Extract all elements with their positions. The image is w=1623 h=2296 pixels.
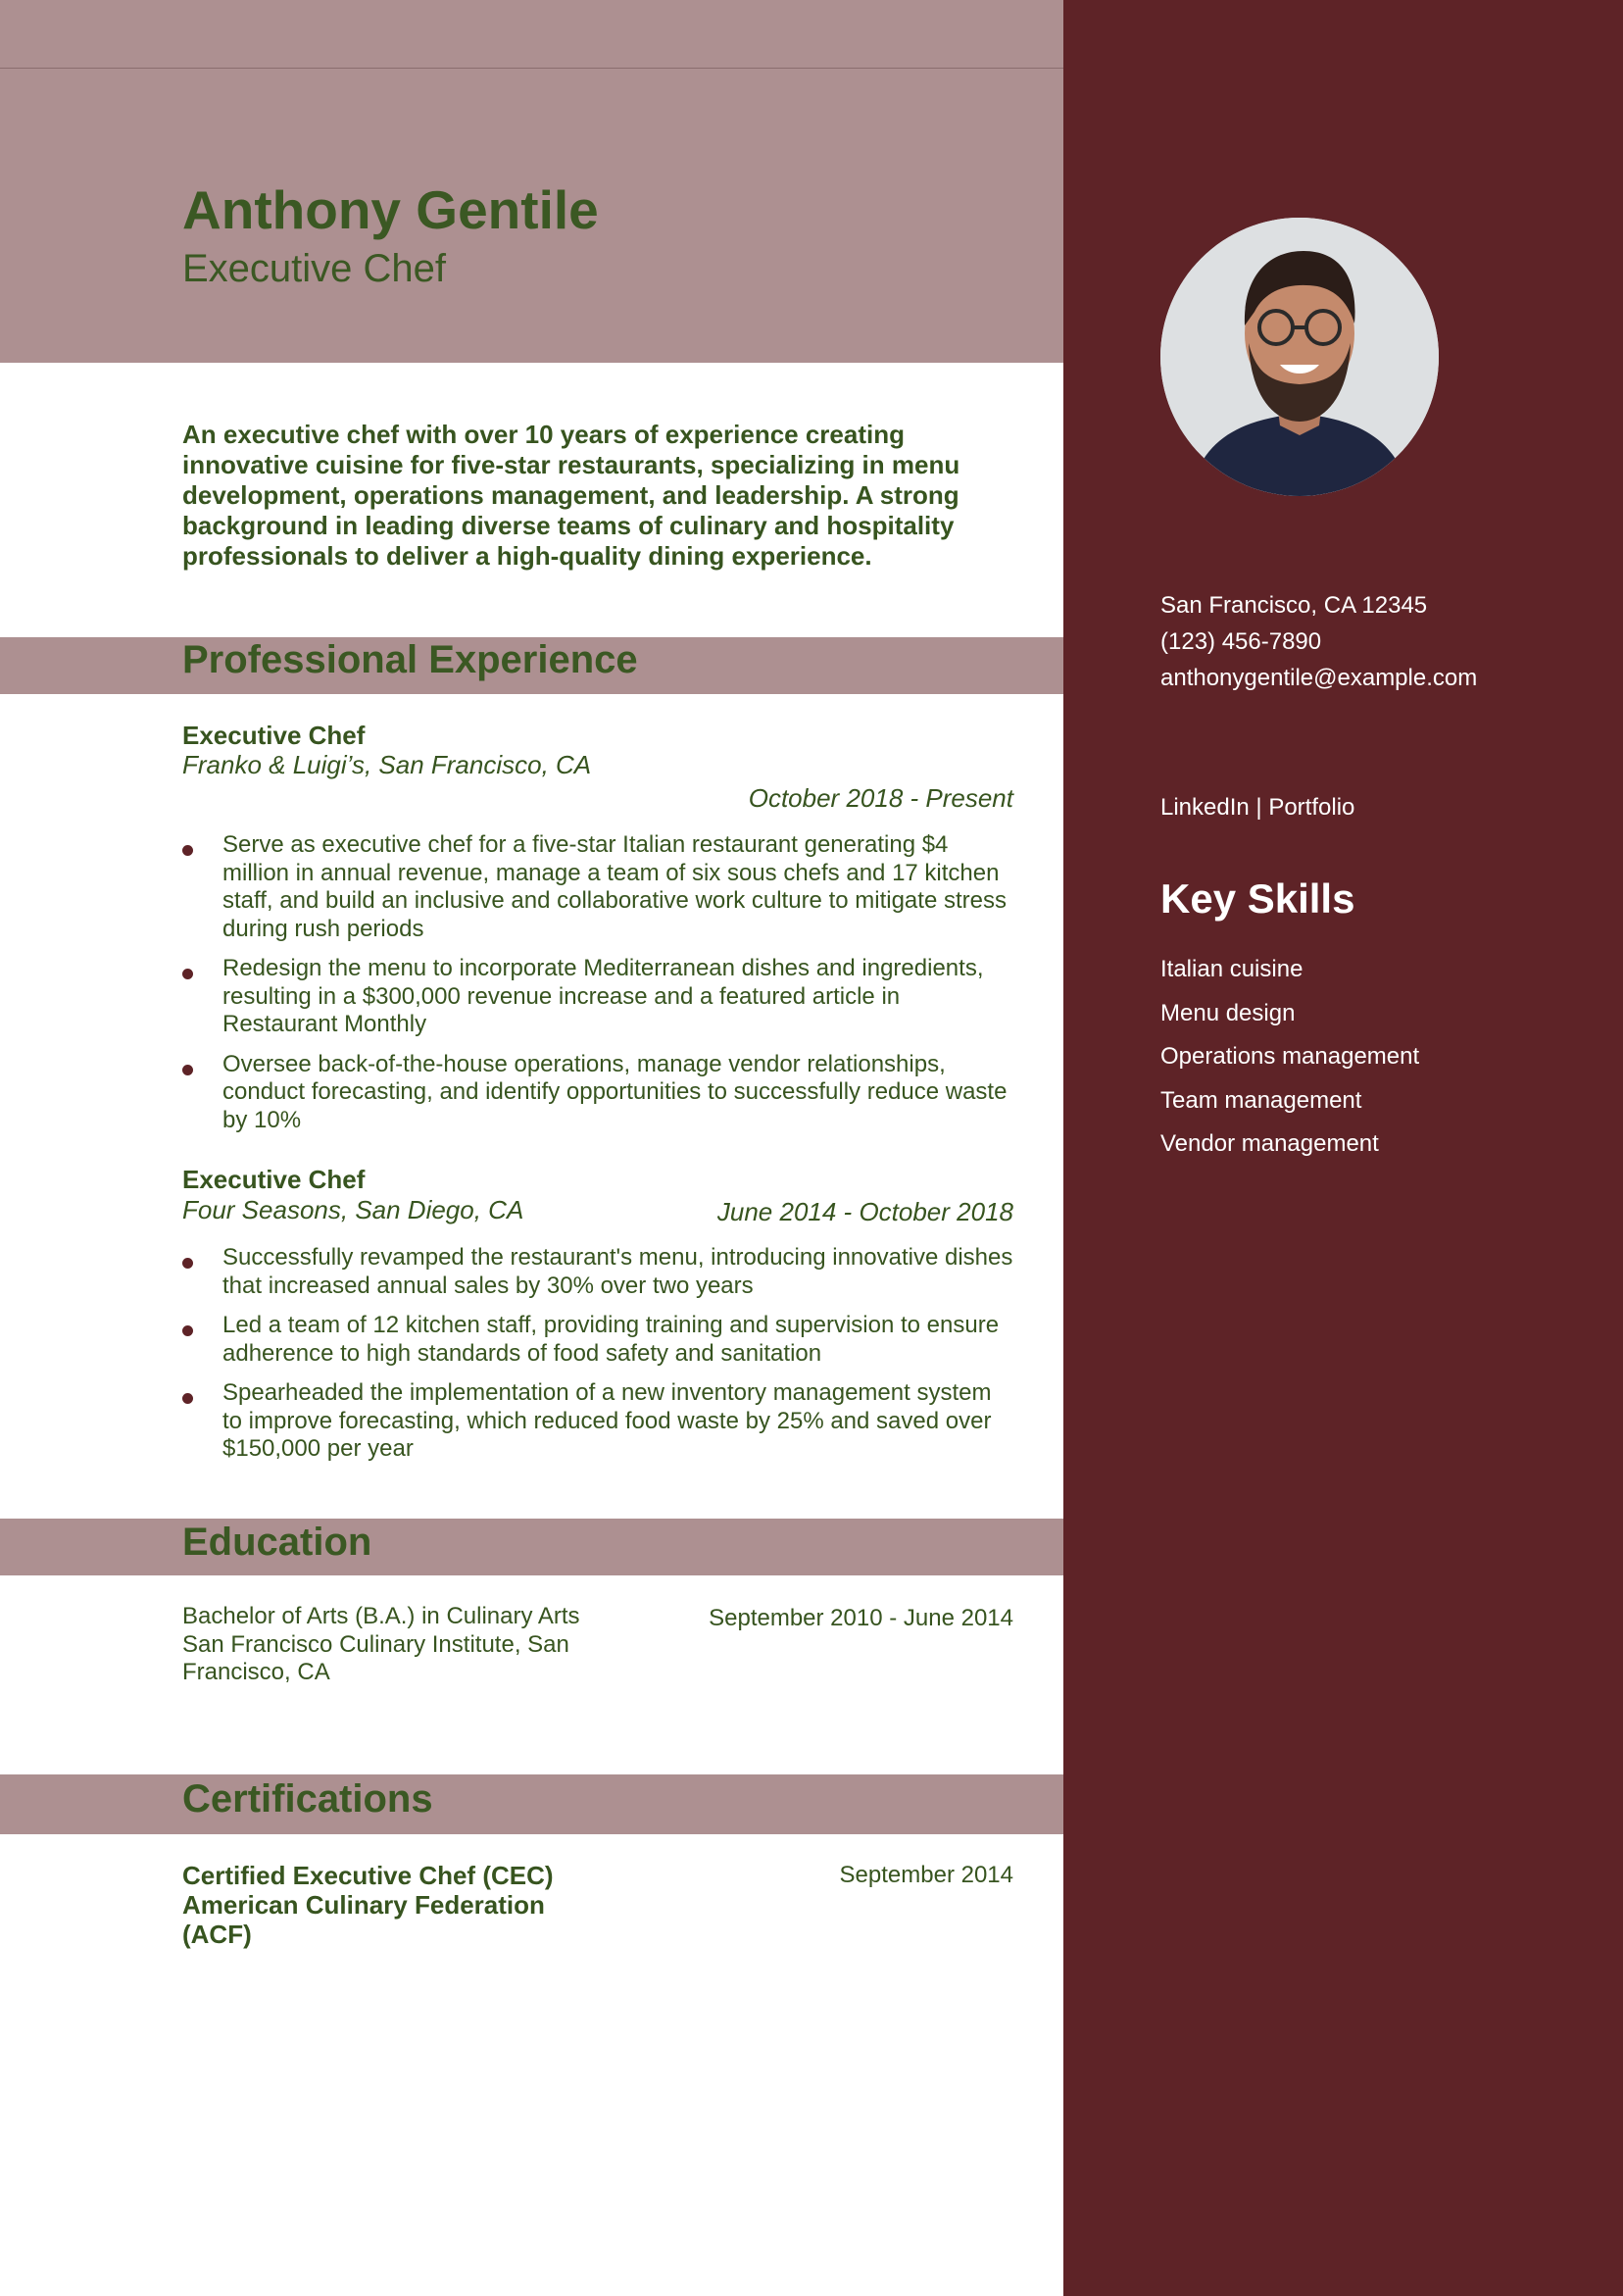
candidate-title: Executive Chef — [182, 247, 447, 290]
bullet-dot-icon — [182, 1258, 193, 1269]
job-bullet-text: Redesign the menu to incorporate Mediterranean dishes and ingredients, resulting in a $300,000 revenue increase and a featured article in Restaurant Monthly — [222, 955, 984, 1037]
experience-heading: Professional Experience — [182, 638, 638, 681]
education-entry — [182, 1603, 614, 1687]
linkedin-link[interactable]: LinkedIn — [1160, 794, 1250, 821]
bullet-dot-icon — [182, 969, 193, 979]
education-heading-band — [0, 1519, 1063, 1575]
job-company: Franko & Luigi’s, San Francisco, CA — [182, 750, 592, 779]
certifications-heading-band — [0, 1774, 1063, 1834]
job-bullet — [182, 1379, 1015, 1464]
portfolio-link[interactable]: Portfolio — [1268, 794, 1355, 821]
job-bullet-text: Successfully revamped the restaurant's menu, introducing innovative dishes that increased annual sales by 30% over two years — [222, 1244, 1013, 1299]
certification-date: September 2014 — [839, 1862, 1013, 1888]
certification-entry — [182, 1861, 614, 1949]
job-bullet — [182, 955, 1015, 1039]
bullet-dot-icon — [182, 1065, 193, 1075]
contact-phone[interactable]: (123) 456-7890 — [1160, 628, 1322, 655]
bullet-dot-icon — [182, 845, 193, 856]
professional-summary: An executive chef with over 10 years of experience creating innovative cuisine for five-star restaurants, specializing in menu development, operations management, and leadership. A strong background in leading diverse teams of culinary and hospitality professionals to deliver a high-quality dining experience. — [182, 420, 960, 571]
key-skills-heading: Key Skills — [1160, 875, 1355, 922]
education-dates: September 2010 - June 2014 — [709, 1605, 1013, 1631]
profile-photo — [1160, 218, 1439, 496]
job-title: Executive Chef — [182, 721, 366, 750]
contact-email[interactable]: anthonygentile@example.com — [1160, 665, 1478, 691]
bullet-dot-icon — [182, 1393, 193, 1404]
education-heading: Education — [182, 1521, 372, 1564]
job-bullet-list — [182, 1244, 1015, 1475]
skills-list — [1160, 956, 1419, 1174]
job-dates: June 2014 - October 2018 — [716, 1197, 1013, 1226]
candidate-name: Anthony Gentile — [182, 179, 599, 240]
profile-links — [1160, 794, 1354, 822]
skill-item: Vendor management — [1160, 1130, 1379, 1157]
job-bullet — [182, 1244, 1015, 1300]
job-bullet-text: Oversee back-of-the-house operations, manage vendor relationships, conduct forecasting, and identify opportunities to successfully reduce waste by 10% — [222, 1050, 1008, 1133]
certification-issuer: American Culinary Federation (ACF) — [182, 1890, 545, 1949]
job-dates: October 2018 - Present — [748, 783, 1013, 813]
header-divider — [0, 68, 1063, 69]
avatar-illustration — [1160, 218, 1439, 496]
job-bullet-text: Led a team of 12 kitchen staff, providing training and supervision to ensure adherence to high standards of food safety and sanitation — [222, 1312, 1000, 1367]
job-company: Four Seasons, San Diego, CA — [182, 1195, 524, 1224]
education-school: San Francisco Culinary Institute, San Francisco, CA — [182, 1630, 569, 1685]
bullet-dot-icon — [182, 1325, 193, 1336]
skill-item: Team management — [1160, 1086, 1362, 1114]
job-title: Executive Chef — [182, 1165, 366, 1194]
job-bullet — [182, 1051, 1015, 1135]
job-bullet — [182, 831, 1015, 943]
skill-item: Menu design — [1160, 999, 1296, 1026]
education-degree: Bachelor of Arts (B.A.) in Culinary Arts — [182, 1603, 580, 1629]
job-bullet-text: Spearheaded the implementation of a new inventory management system to improve forecasting, which reduced food waste by 25% and saved over $150,000 per year — [222, 1379, 992, 1462]
job-bullet — [182, 1312, 1015, 1368]
links-separator: | — [1255, 794, 1262, 821]
certification-name: Certified Executive Chef (CEC) — [182, 1861, 554, 1890]
certifications-heading: Certifications — [182, 1777, 433, 1821]
job-bullet-text: Serve as executive chef for a five-star Italian restaurant generating $4 million in annual revenue, manage a team of six sous chefs and 17 kitchen staff, and build an inclusive and collaborative work culture to mitigate stress during rush periods — [222, 831, 1007, 942]
contact-address: San Francisco, CA 12345 — [1160, 592, 1428, 619]
skill-item: Operations management — [1160, 1043, 1420, 1070]
job-bullet-list — [182, 831, 1015, 1146]
skill-item: Italian cuisine — [1160, 956, 1303, 982]
